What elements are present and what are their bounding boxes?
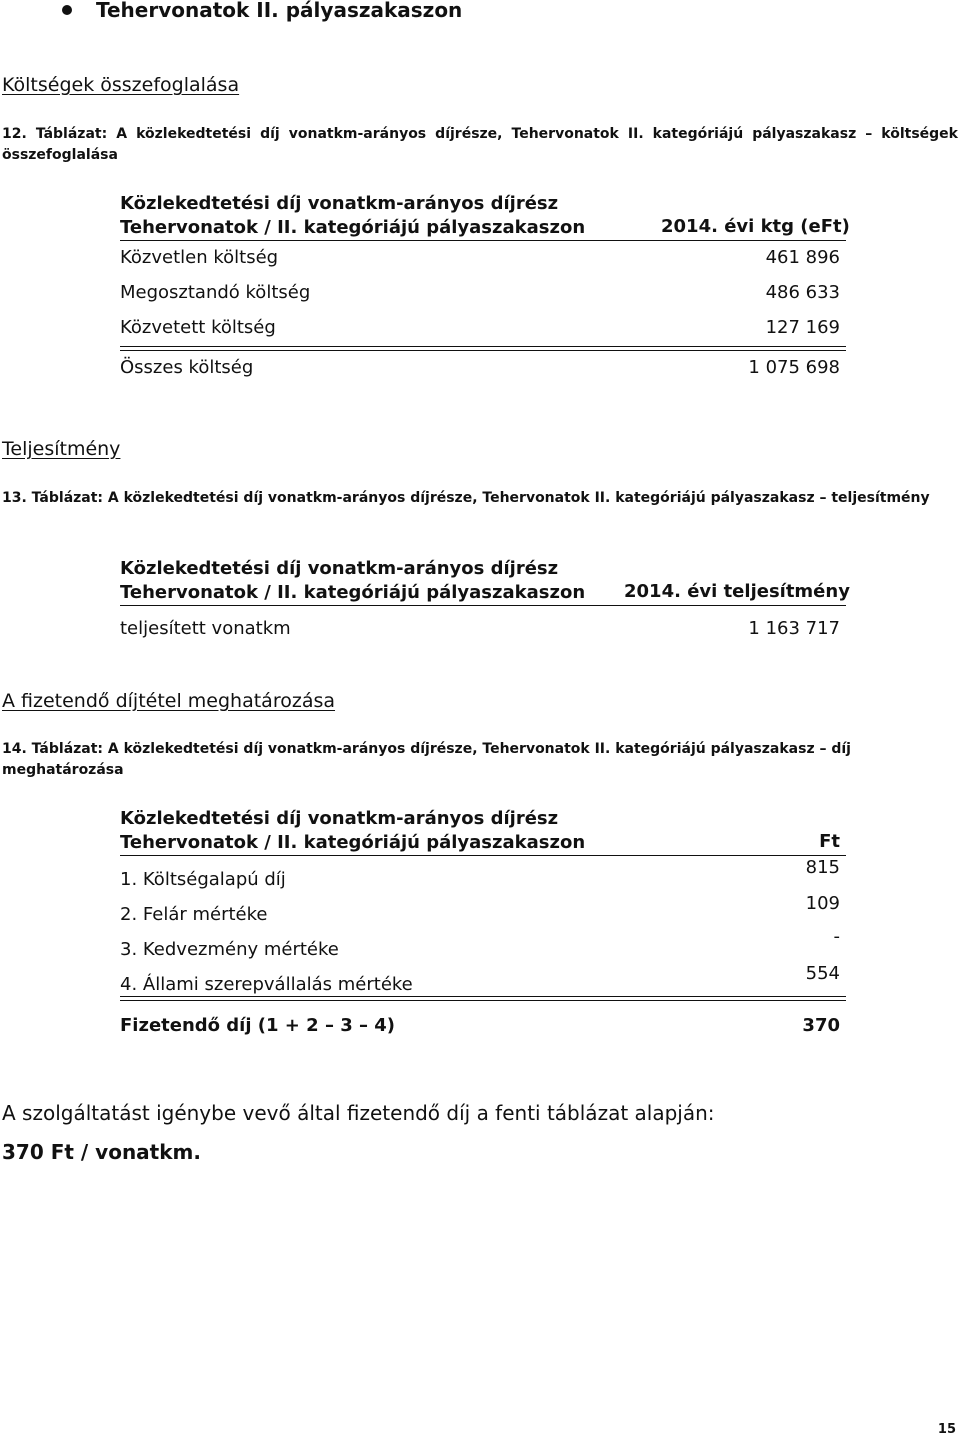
bullet-icon	[62, 5, 72, 15]
table-13-value-header: 2014. évi teljesítmény	[624, 581, 850, 602]
table-12-total-rule	[120, 346, 846, 351]
table-row-value: 127 169	[765, 317, 840, 338]
table-total-value: 1 075 698	[748, 357, 840, 378]
cost-section-title: Költségek összefoglalása	[2, 74, 240, 96]
closing-statement: A szolgáltatást igénybe vevő által fizetendő díj a fenti táblázat alapján:	[2, 1101, 715, 1125]
table-row-value: 486 633	[765, 282, 840, 303]
table-row-label: 3. Kedvezmény mértéke	[120, 939, 339, 960]
table-12-caption-line2: összefoglalása	[2, 147, 118, 163]
table-12-caption-line1: 12. Táblázat: A közlekedtetési díj vonatkm-arányos díjrésze, Tehervonatok II. kategóriájú pályaszakasz – költségek	[2, 126, 958, 142]
table-14-header-rule	[120, 855, 846, 856]
table-14-caption: 14. Táblázat: A közlekedtetési díj vonatkm-arányos díjrésze, Tehervonatok II. kategóriájú pályaszakasz – díj meghatározása	[2, 741, 851, 778]
table-12-subtitle: Tehervonatok / II. kategóriájú pályaszakaszon	[120, 217, 586, 238]
page-number: 15	[937, 1422, 956, 1437]
table-total-label: Összes költség	[120, 357, 254, 378]
table-14-subtitle: Tehervonatok / II. kategóriájú pályaszakaszon	[120, 832, 586, 853]
table-13-title: Közlekedtetési díj vonatkm-arányos díjrész	[120, 558, 559, 579]
table-14-title: Közlekedtetési díj vonatkm-arányos díjrész	[120, 808, 559, 829]
table-14-total-rule	[120, 996, 846, 1001]
table-row-label: 4. Állami szerepvállalás mértéke	[120, 974, 413, 995]
table-12-header-rule	[120, 240, 846, 241]
closing-fee: 370 Ft / vonatkm.	[2, 1140, 201, 1164]
table-13-header-rule	[120, 605, 846, 606]
table-13-subtitle: Tehervonatok / II. kategóriájú pályaszakaszon	[120, 582, 586, 603]
table-row-value: 815	[805, 857, 840, 878]
table-row-label: Megosztandó költség	[120, 282, 311, 303]
table-row-label: 1. Költségalapú díj	[120, 869, 286, 890]
table-total-value: 370	[802, 1015, 840, 1036]
table-row-label: 2. Felár mértéke	[120, 904, 268, 925]
table-row-value: 554	[805, 963, 840, 984]
table-total-label: Fizetendő díj (1 + 2 – 3 – 4)	[120, 1015, 396, 1036]
table-14-value-header: Ft	[819, 831, 840, 852]
fee-section-title: A fizetendő díjtétel meghatározása	[2, 690, 336, 712]
table-12-value-header: 2014. évi ktg (eFt)	[661, 216, 850, 237]
table-row-label: Közvetlen költség	[120, 247, 279, 268]
table-row-value: 1 163 717	[748, 618, 840, 639]
table-row-value: 461 896	[765, 247, 840, 268]
table-row-label: teljesített vonatkm	[120, 618, 291, 639]
table-12-title: Közlekedtetési díj vonatkm-arányos díjrész	[120, 193, 559, 214]
performance-section-title: Teljesítmény	[2, 438, 121, 460]
table-row-value: -	[833, 926, 840, 947]
table-row-label: Közvetett költség	[120, 317, 276, 338]
table-row-value: 109	[805, 893, 840, 914]
section-heading: Tehervonatok II. pályaszakaszon	[96, 0, 463, 22]
table-13-caption: 13. Táblázat: A közlekedtetési díj vonatkm-arányos díjrésze, Tehervonatok II. kategóriájú pályaszakasz – teljesítmény	[2, 490, 930, 506]
